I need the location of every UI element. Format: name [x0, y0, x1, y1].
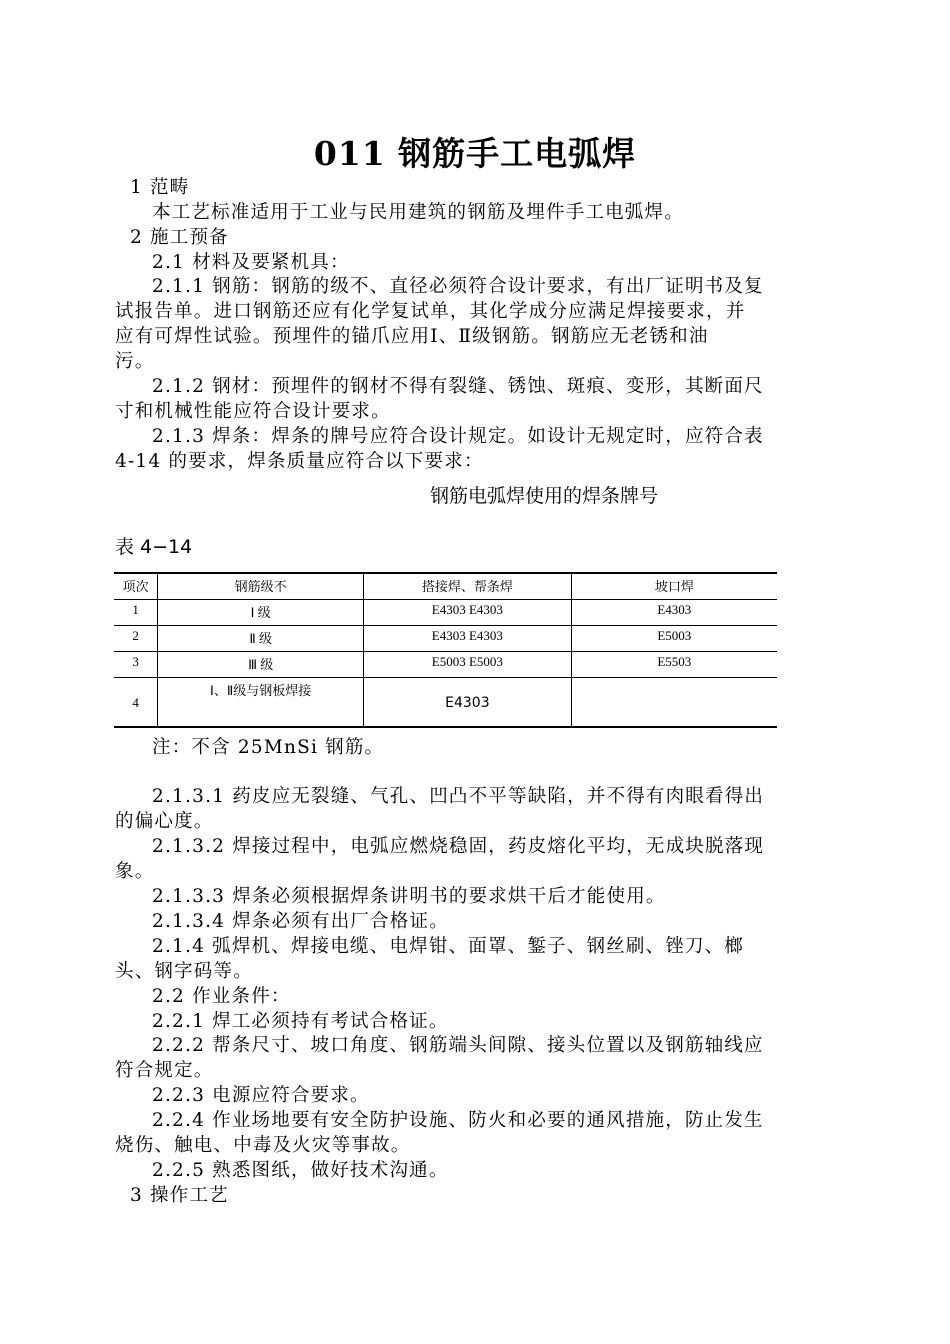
- table-caption: 钢筋电弧焊使用的焊条牌号: [430, 485, 659, 507]
- table-cell: E5003: [571, 625, 777, 651]
- paragraph-line: 2.2.3 电源应符合要求。: [152, 1085, 370, 1106]
- table-header-cell: 搭接焊、帮条焊: [364, 573, 572, 599]
- table-cell: E5503: [571, 651, 777, 677]
- table-row: [114, 599, 777, 625]
- table-cell: Ⅲ 级: [158, 651, 364, 677]
- paragraph-line: 2.2.4 作业场地要有安全防护设施、防火和必要的通风措施，防止发生: [152, 1110, 764, 1131]
- table-header-cell: 钢筋级不: [158, 573, 364, 599]
- table-header-row: [114, 573, 777, 599]
- paragraph-line: 2.1.2 钢材：预埋件的钢材不得有裂缝、锈蚀、斑痕、变形，其断面尺: [152, 376, 764, 397]
- paragraph-line: 2.1.1 钢筋：钢筋的级不、直径必须符合设计要求，有出厂证明书及复: [152, 276, 764, 297]
- table-cell: [571, 677, 777, 727]
- table-cell: Ⅰ、Ⅱ级与钢板焊接: [158, 677, 364, 727]
- table-cell: E4303 E4303: [364, 599, 572, 625]
- paragraph-line: 2.1.3.3 焊条必须根据焊条讲明书的要求烘干后才能使用。: [152, 886, 666, 907]
- section-1-heading: 1 范畴: [130, 177, 190, 198]
- table-row: [114, 625, 777, 651]
- table-header-cell: 坡口焊: [571, 573, 777, 599]
- paragraph-line: 寸和机械性能应符合设计要求。: [115, 401, 391, 422]
- paragraph-line: 2.2.5 熟悉图纸，做好技术沟通。: [152, 1160, 449, 1181]
- table-note: 注：不含 25MnSi 钢筋。: [152, 737, 385, 758]
- document-title: 011 钢筋手工电弧焊: [313, 134, 637, 173]
- paragraph-line: 头、钢字码等。: [115, 961, 253, 982]
- paragraph-line: 污。: [115, 351, 155, 372]
- paragraph-line: 2.1.3 焊条：焊条的牌号应符合设计规定。如设计无规定时，应符合表: [152, 426, 764, 447]
- table-cell: E4303 E4303: [364, 625, 572, 651]
- paragraph-line: 应有可焊性试验。预埋件的锚爪应用Ⅰ、Ⅱ级钢筋。钢筋应无老锈和油: [115, 326, 709, 347]
- paragraph-line: 2.2.2 帮条尺寸、坡口角度、钢筋端头间隙、接头位置以及钢筋轴线应: [152, 1035, 764, 1056]
- paragraph-line: 象。: [115, 861, 155, 882]
- table-cell: 2: [114, 625, 158, 651]
- section-3-heading: 3 操作工艺: [130, 1185, 229, 1206]
- table-cell: Ⅱ 级: [158, 625, 364, 651]
- paragraph-line: 2.1.3.4 焊条必须有出厂合格证。: [152, 911, 449, 932]
- table-cell: E4303: [571, 599, 777, 625]
- table-cell: E4303: [364, 677, 572, 727]
- table-cell: 4: [114, 677, 158, 727]
- paragraph-line: 2.1.3.2 焊接过程中，电弧应燃烧稳固，药皮熔化平均，无成块脱落现: [152, 836, 765, 857]
- table-number: 表 4−14: [115, 536, 193, 558]
- table-header-cell: 项次: [114, 573, 158, 599]
- paragraph-line: 烧伤、触电、中毒及火灾等事故。: [115, 1135, 411, 1156]
- paragraph-line: 2.1.3.1 药皮应无裂缝、气孔、凹凸不平等缺陷，并不得有肉眼看得出: [152, 786, 765, 807]
- paragraph-line: 本工艺标准适用于工业与民用建筑的钢筋及埋件手工电弧焊。: [152, 202, 684, 223]
- section-2-heading: 2 施工预备: [130, 227, 229, 248]
- table-row: [114, 677, 777, 727]
- paragraph-line: 的偏心度。: [115, 811, 214, 832]
- paragraph-line: 2.2.1 焊工必须持有考试合格证。: [152, 1011, 449, 1032]
- electrode-table: [114, 572, 777, 728]
- paragraph-line: 试报告单。进口钢筋还应有化学复试单，其化学成分应满足焊接要求，并: [115, 301, 746, 322]
- table-cell: Ⅰ 级: [158, 599, 364, 625]
- paragraph-line: 4-14 的要求，焊条质量应符合以下要求：: [115, 451, 484, 472]
- paragraph-line: 2.1.4 弧焊机、焊接电缆、电焊钳、面罩、錾子、钢丝刷、锉刀、榔: [152, 936, 745, 957]
- table-cell: 3: [114, 651, 158, 677]
- paragraph-line: 符合规定。: [115, 1060, 214, 1081]
- subsection-heading: 2.2 作业条件：: [152, 986, 291, 1007]
- subsection-heading: 2.1 材料及要紧机具：: [152, 252, 350, 273]
- table-row: [114, 651, 777, 677]
- table-cell: E5003 E5003: [364, 651, 572, 677]
- table-cell: 1: [114, 599, 158, 625]
